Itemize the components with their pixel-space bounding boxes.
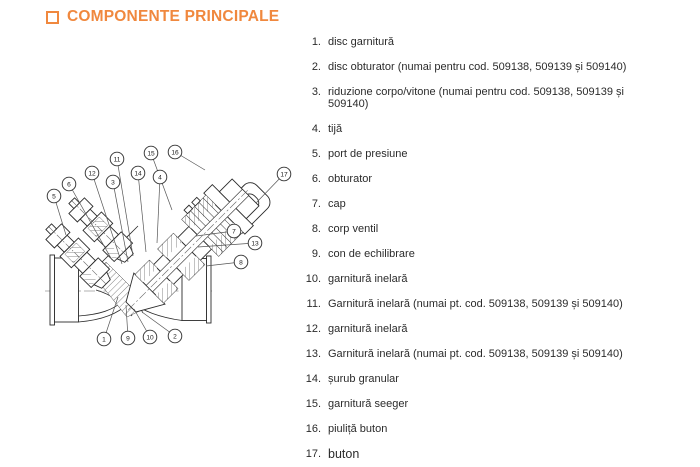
item-label: garnitură seeger [328,398,409,410]
item-label: șurub granular [328,373,399,385]
list-item [300,148,660,160]
callout-number-3: 3 [111,179,115,187]
list-item [300,123,660,135]
item-label: Garnitură inelară (numai pt. cod. 509138, 509139 și 509140) [328,348,623,360]
item-label: cap [328,198,346,210]
item-number: 7. [311,198,321,210]
callout-number-8: 8 [239,259,243,267]
callout-number-2: 2 [173,333,177,341]
callout-number-13: 13 [251,240,259,248]
callout-number-6: 6 [67,181,71,189]
section-title: COMPONENTE PRINCIPALE [67,8,280,25]
item-number: 12. [305,323,321,335]
list-item [300,298,660,310]
item-number: 9. [311,248,321,260]
component-list [300,36,660,467]
list-item [300,348,660,360]
item-label: buton [328,447,360,461]
item-label: disc obturator (numai pentru cod. 509138, 509139 și 509140) [328,61,627,73]
item-number: 8. [311,223,321,235]
list-item [300,61,660,73]
list-item [300,423,660,435]
item-number: 13. [305,348,321,360]
item-number: 17. [305,448,321,460]
list-item [300,448,660,460]
item-label: Garnitură inelară (numai pt. cod. 509138, 509139 și 509140) [328,298,623,310]
list-item [300,323,660,335]
callout-number-14: 14 [134,170,142,178]
callout-number-16: 16 [171,149,179,157]
callout-number-1: 1 [102,336,106,344]
callout-number-12: 12 [88,170,96,178]
callout-number-15: 15 [147,150,155,158]
item-label: piuliță buton [328,423,388,435]
item-number: 5. [311,148,321,160]
item-label: garnitură inelară [328,323,408,335]
callout-number-11: 11 [113,156,121,164]
item-label: port de presiune [328,148,408,160]
callout-number-5: 5 [52,193,56,201]
callout-number-9: 9 [126,335,130,343]
item-label: obturator [328,173,373,185]
item-number: 14. [305,373,321,385]
item-number: 11. [306,298,321,310]
callout-leader-14 [138,173,146,252]
callout-number-10: 10 [146,334,154,342]
item-number: 2. [311,61,321,73]
callout-leader-4 [157,177,160,243]
square-bullet-icon [46,11,59,24]
list-item [300,198,660,210]
item-label: corp ventil [328,223,379,235]
list-item [300,273,660,285]
list-item [300,86,660,110]
list-item [300,248,660,260]
valve-diagram [30,128,308,368]
item-number: 16. [305,423,321,435]
callout-number-7: 7 [232,228,236,236]
list-item [300,398,660,410]
item-label: tijă [328,123,343,135]
item-number: 1. [311,36,321,48]
item-number: 10. [305,273,321,285]
item-number: 6. [311,173,321,185]
item-number: 15. [305,398,321,410]
list-item [300,173,660,185]
callout-number-17: 17 [280,171,288,179]
item-label: garnitură inelară [328,273,408,285]
list-item [300,36,660,48]
callout-number-4: 4 [158,174,162,182]
section-heading [46,8,279,26]
list-item [300,223,660,235]
item-label: disc garnitură [328,36,395,48]
item-label: riduzione corpo/vitone (numai pentru cod. 509138, 509139 și 509140) [328,86,624,110]
item-number: 4. [311,123,321,135]
item-label: con de echilibrare [328,248,415,260]
item-number: 3. [311,86,321,98]
list-item [300,373,660,385]
